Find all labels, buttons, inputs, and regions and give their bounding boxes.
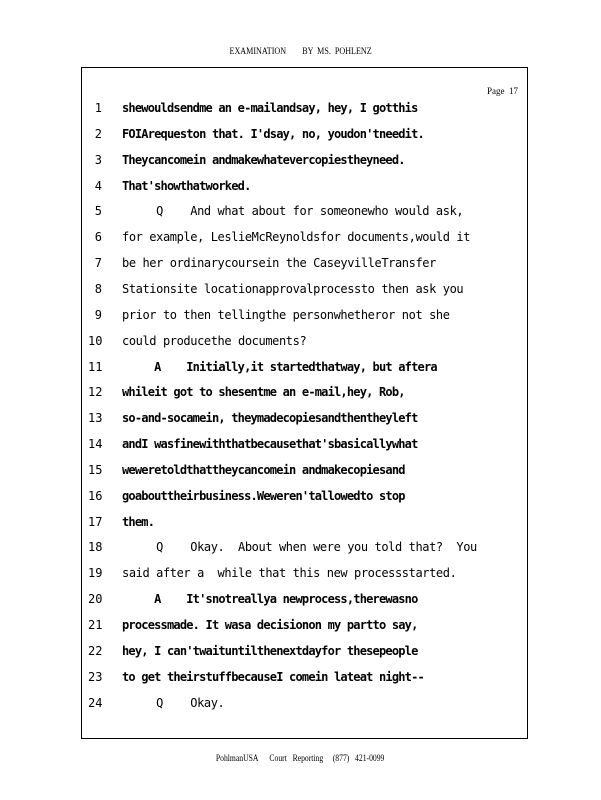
- transcript-line: [0, 230, 601, 256]
- line-number: 20: [88, 592, 103, 607]
- line-number: 19: [88, 566, 103, 581]
- transcript-line: [0, 515, 601, 541]
- line-number: 16: [88, 488, 103, 503]
- line-number: 15: [88, 462, 103, 477]
- page-number: Page 17: [487, 86, 518, 96]
- line-number: 9: [94, 307, 102, 322]
- line-number: 6: [94, 230, 102, 245]
- line-text: Q Okay.: [122, 695, 225, 710]
- page-header: [0, 47, 601, 57]
- line-number: 4: [94, 178, 102, 193]
- line-text: prior to then tellingthe personwhetheror not she: [122, 307, 450, 322]
- transcript-line: [0, 360, 601, 386]
- line-text: Stationsite locationapprovalprocessto then ask you: [122, 281, 464, 296]
- line-text: processmade. It wasa decisionon my partto say,: [122, 618, 418, 632]
- transcript-line: [0, 644, 601, 670]
- line-text: Q And what about for someonewho would ask,: [122, 204, 464, 219]
- line-number: 17: [88, 514, 103, 529]
- line-number: 12: [88, 385, 103, 400]
- transcript-line: [0, 101, 601, 127]
- transcript-line: [0, 489, 601, 515]
- line-text: A It'snotreallya newprocess,therewasno: [122, 592, 418, 607]
- transcript-line: [0, 179, 601, 205]
- line-text: to get theirstuffbecauseI comein lateat night--: [122, 669, 424, 684]
- line-number: 11: [88, 359, 103, 374]
- line-number: 24: [88, 695, 103, 710]
- transcript-line: [0, 127, 601, 153]
- transcript-line: [0, 592, 601, 618]
- transcript-line: [0, 334, 601, 360]
- footer-text: PohlmanUSA Court Reporting (877) 421-0099: [216, 753, 385, 763]
- line-text: for example, LeslieMcReynoldsfor documents,would it: [122, 230, 471, 245]
- line-text: weweretoldthattheycancomein andmakecopiesand: [122, 462, 405, 477]
- line-number: 8: [94, 281, 102, 296]
- line-number: 21: [88, 618, 103, 632]
- line-text: whileit got to shesentme an e-mail,hey, Rob,: [122, 385, 405, 400]
- line-text: shewouldsendme an e-mailandsay, hey, I gotthis: [122, 101, 418, 115]
- line-text: said after a while that this new processstarted.: [122, 566, 457, 581]
- header-text: EXAMINATION BY MS. POHLENZ: [229, 47, 372, 57]
- transcript-line: [0, 463, 601, 489]
- transcript-line: [0, 670, 601, 696]
- transcript-line: [0, 696, 601, 722]
- line-text: FOIArequeston that. I'dsay, no, youdon'tneedit.: [122, 126, 424, 141]
- line-number: 5: [94, 204, 102, 219]
- line-number: 14: [88, 437, 103, 452]
- transcript-line: [0, 308, 601, 334]
- line-number: 7: [94, 256, 102, 271]
- line-number: 23: [88, 669, 103, 684]
- line-text: goabouttheirbusiness.Weweren'tallowedto stop: [122, 488, 405, 503]
- line-text: hey, I can'twaituntilthenextdayfor thesepeople: [122, 643, 418, 658]
- line-text: A Initially,it startedthatway, but aftera: [122, 359, 437, 374]
- transcript-line: [0, 437, 601, 463]
- page-footer: [0, 753, 601, 763]
- line-number: 13: [88, 411, 103, 426]
- line-text: Theycancomein andmakewhatevercopiestheyneed.: [122, 152, 405, 167]
- transcript-line: [0, 204, 601, 230]
- line-text: could producethe documents?: [122, 333, 307, 348]
- transcript-line: [0, 566, 601, 592]
- transcript-line: [0, 540, 601, 566]
- line-text: Q Okay. About when were you told that? You: [122, 540, 477, 555]
- transcript-line: [0, 618, 601, 644]
- line-text: andI wasfinewiththatbecausethat'sbasicallywhat: [122, 437, 418, 452]
- line-text: That'showthatworked.: [122, 178, 251, 193]
- line-text: so-and-socamein, theymadecopiesandthentheyleft: [122, 411, 418, 426]
- transcript-line: [0, 153, 601, 179]
- line-number: 1: [94, 101, 102, 115]
- line-number: 10: [88, 333, 103, 348]
- transcript-line: [0, 282, 601, 308]
- line-number: 22: [88, 643, 103, 658]
- line-text: them.: [122, 514, 155, 529]
- line-number: 3: [94, 152, 102, 167]
- transcript-line: [0, 256, 601, 282]
- transcript-line: [0, 385, 601, 411]
- line-number: 18: [88, 540, 103, 555]
- line-number: 2: [94, 126, 102, 141]
- transcript-line: [0, 411, 601, 437]
- line-text: be her ordinarycoursein the CaseyvilleTransfer: [122, 256, 436, 271]
